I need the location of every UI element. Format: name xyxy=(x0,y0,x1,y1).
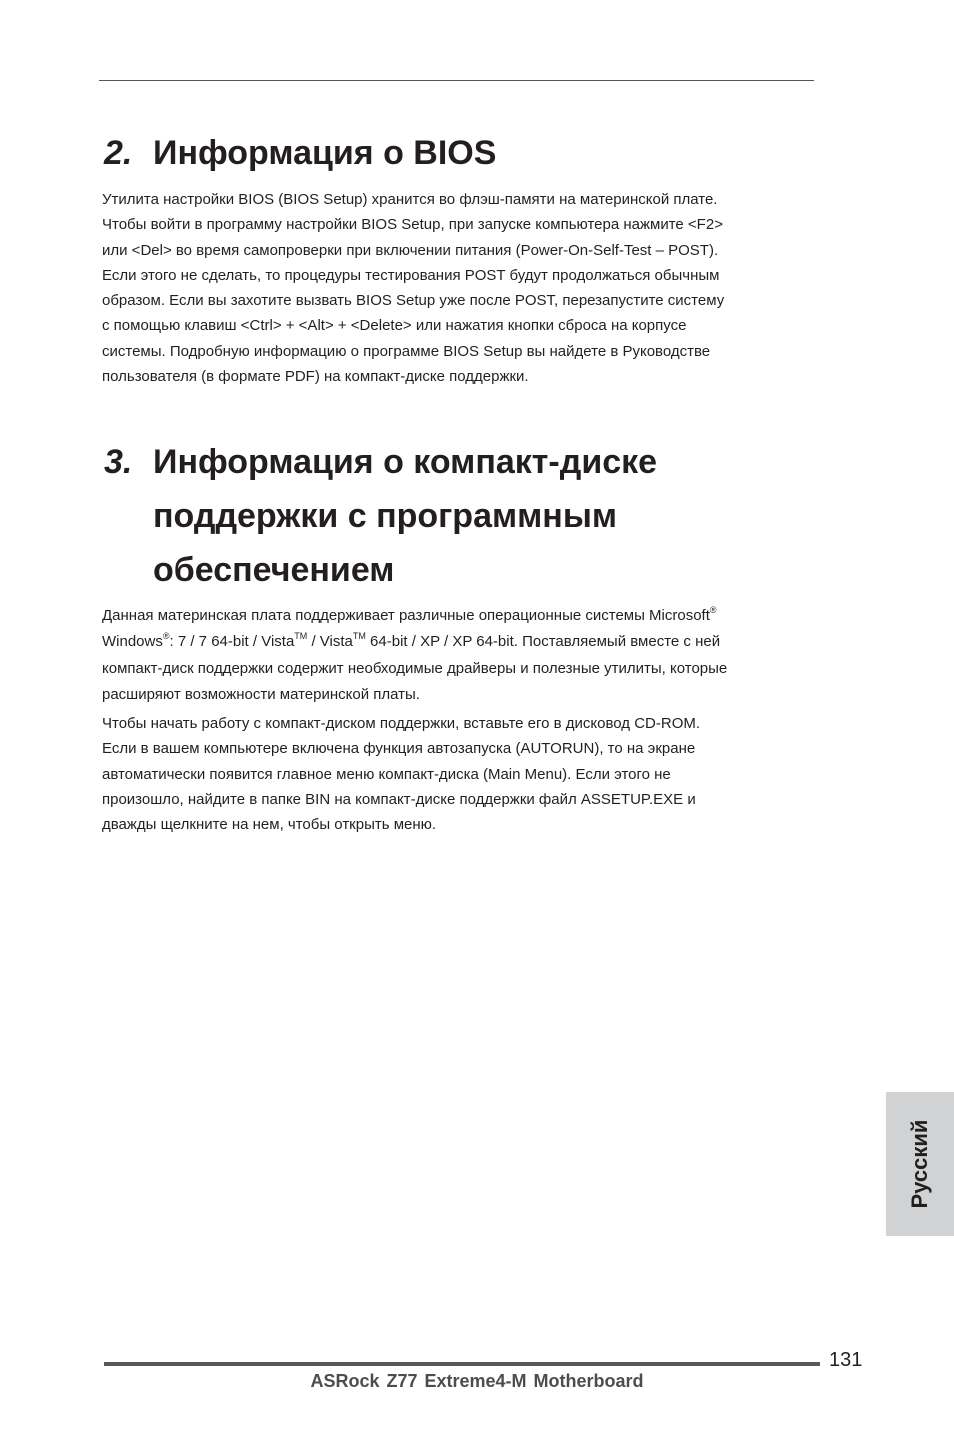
registered-mark: ® xyxy=(162,631,170,642)
paragraph-line xyxy=(102,629,822,655)
section-2-heading xyxy=(104,134,824,178)
windows-versions-text: : 7 / 7 64-bit / Vista xyxy=(169,633,295,651)
section-3-title-line: поддержки с программным xyxy=(153,497,618,535)
language-label: Русский xyxy=(907,1119,932,1209)
section-3-number: 3. xyxy=(104,443,133,481)
bottom-rule xyxy=(104,1362,820,1366)
paragraph-line: Утилита настройки BIOS (BIOS Setup) хранится во флэш-памяти на материнской плате. xyxy=(102,191,718,208)
footer-product-name: ASRock Z77 Extreme4-M Motherboard xyxy=(310,1371,644,1391)
windows-text: Windows xyxy=(102,633,163,651)
paragraph-line: Если этого не сделать, то процедуры тестирования POST будут продолжаться обычным xyxy=(102,266,720,284)
language-tab xyxy=(886,1092,954,1236)
paragraph-line: или <Del> во время самопроверки при включении питания (Power-On-Self-Test – POST). xyxy=(102,241,719,259)
paragraph-line: компакт-диск поддержки содержит необходимые драйверы и полезные утилиты, которые xyxy=(102,659,728,677)
paragraph-line: системы. Подробную информацию о программе BIOS Setup вы найдете в Руководстве xyxy=(102,342,711,360)
section-2-number: 2. xyxy=(104,134,133,172)
paragraph-line: Чтобы начать работу с компакт-диском поддержки, вставьте его в дисковод CD-ROM. xyxy=(102,715,701,732)
section-3-paragraph-1 xyxy=(102,603,822,708)
paragraph-line: с помощью клавиш <Ctrl> + <Alt> + <Delete> или нажатия кнопки сброса на корпусе xyxy=(102,317,687,335)
paragraph-line: Чтобы войти в программу настройки BIOS Setup, при запуске компьютера нажмите <F2> xyxy=(102,216,723,234)
trademark-mark: TM xyxy=(352,631,366,642)
section-3-paragraph-2 xyxy=(102,711,822,837)
paragraph-line xyxy=(102,603,822,629)
os-support-text: Данная материнская плата поддерживает различные операционные системы Microsoft xyxy=(102,607,710,624)
paragraph-line: пользователя (в формате PDF) на компакт-диске поддержки. xyxy=(102,368,529,386)
trademark-mark: TM xyxy=(294,631,308,642)
paragraph-line: дважды щелкните на нем, чтобы открыть меню. xyxy=(102,816,437,834)
paragraph-line: произошло, найдите в папке BIN на компакт-диске поддержки файл ASSETUP.EXE и xyxy=(102,790,696,808)
section-3-title-line: обеспечением xyxy=(153,551,395,589)
section-3-title-line: Информация о компакт-диске xyxy=(153,443,658,481)
paragraph-line: автоматически появится главное меню компакт-диска (Main Menu). Если этого не xyxy=(102,765,671,783)
paragraph-line: образом. Если вы захотите вызвать BIOS Setup уже после POST, перезапустите систему xyxy=(102,292,725,310)
section-2-paragraph xyxy=(102,187,822,389)
vista-text: / Vista xyxy=(307,633,353,651)
registered-mark: ® xyxy=(709,605,717,615)
section-3-heading xyxy=(104,443,824,593)
top-rule xyxy=(99,80,814,81)
page-number: 131 xyxy=(829,1349,863,1371)
paragraph-line: расширяют возможности материнской платы. xyxy=(102,685,420,703)
paragraph-line: Если в вашем компьютере включена функция автозапуска (AUTORUN), то на экране xyxy=(102,740,696,758)
section-2-title: Информация о BIOS xyxy=(153,134,497,172)
os-list-text: 64-bit / XP / XP 64-bit. Поставляемый вместе с ней xyxy=(365,633,721,651)
